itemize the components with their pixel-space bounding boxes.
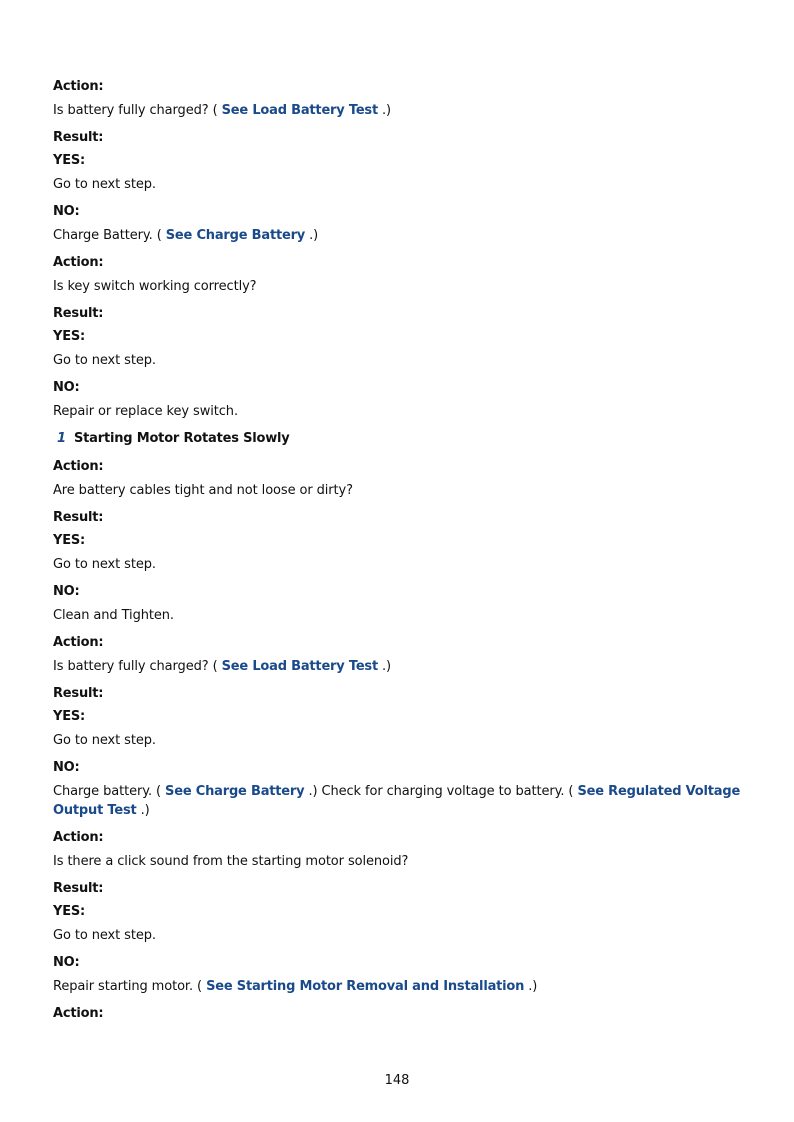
- action-text: Are battery cables tight and not loose or dirty?: [53, 483, 353, 498]
- action-tail: .): [377, 659, 392, 674]
- action-label: Action:: [53, 79, 104, 94]
- yes-label: YES:: [53, 709, 86, 724]
- action-label: Action:: [53, 459, 104, 474]
- no-label: NO:: [53, 955, 80, 970]
- load-battery-test-link[interactable]: See Load Battery Test: [221, 659, 378, 674]
- action-label: Action:: [53, 635, 104, 650]
- yes-label: YES:: [53, 904, 86, 919]
- action-question: Is battery fully charged? (: [53, 659, 222, 674]
- result-label: Result:: [53, 510, 104, 525]
- action-question: Is battery fully charged? (: [53, 103, 222, 118]
- result-label: Result:: [53, 686, 104, 701]
- yes-text: Go to next step.: [53, 928, 156, 943]
- yes-label: YES:: [53, 533, 86, 548]
- result-label: Result:: [53, 881, 104, 896]
- action-text: [53, 101, 753, 120]
- no-label: NO:: [53, 760, 80, 775]
- action-tail: .): [377, 103, 392, 118]
- no-text-pre: Repair starting motor. (: [53, 979, 207, 994]
- action-text: Is there a click sound from the starting motor solenoid?: [53, 854, 409, 869]
- action-label: Action:: [53, 255, 104, 270]
- no-label: NO:: [53, 584, 80, 599]
- no-text-pre: Charge battery. (: [53, 784, 166, 799]
- no-text-tail: .): [524, 979, 538, 994]
- load-battery-test-link[interactable]: See Load Battery Test: [221, 103, 378, 118]
- page-number: 148: [384, 1073, 410, 1088]
- section-heading: [53, 430, 753, 448]
- result-label: Result:: [53, 130, 104, 145]
- yes-label: YES:: [53, 153, 86, 168]
- yes-text: Go to next step.: [53, 557, 156, 572]
- no-text-tail: .): [136, 803, 150, 818]
- regulated-voltage-output-test-link[interactable]: See Regulated Voltage Output Test: [53, 784, 741, 818]
- section-title: Starting Motor Rotates Slowly: [74, 431, 290, 446]
- charge-battery-link[interactable]: See Charge Battery: [165, 228, 306, 243]
- yes-text: Go to next step.: [53, 177, 156, 192]
- no-text: Repair or replace key switch.: [53, 404, 238, 419]
- yes-label: YES:: [53, 329, 86, 344]
- action-text: Is key switch working correctly?: [53, 279, 257, 294]
- yes-text: Go to next step.: [53, 733, 156, 748]
- no-text: [53, 782, 753, 820]
- section-number: 1: [57, 431, 66, 446]
- starting-motor-removal-link[interactable]: See Starting Motor Removal and Installation: [206, 979, 525, 994]
- no-text: [53, 226, 753, 245]
- no-text-mid: .) Check for charging voltage to battery. (: [304, 784, 578, 799]
- yes-text: Go to next step.: [53, 353, 156, 368]
- result-label: Result:: [53, 306, 104, 321]
- document-page: [53, 78, 753, 1023]
- charge-battery-link[interactable]: See Charge Battery: [165, 784, 305, 799]
- no-text-pre: Charge Battery. (: [53, 228, 166, 243]
- action-label: Action:: [53, 1006, 104, 1021]
- action-label: Action:: [53, 830, 104, 845]
- no-text: [53, 977, 753, 996]
- no-text-tail: .): [305, 228, 319, 243]
- no-text: Clean and Tighten.: [53, 608, 174, 623]
- no-label: NO:: [53, 380, 80, 395]
- no-label: NO:: [53, 204, 80, 219]
- action-text: [53, 657, 753, 676]
